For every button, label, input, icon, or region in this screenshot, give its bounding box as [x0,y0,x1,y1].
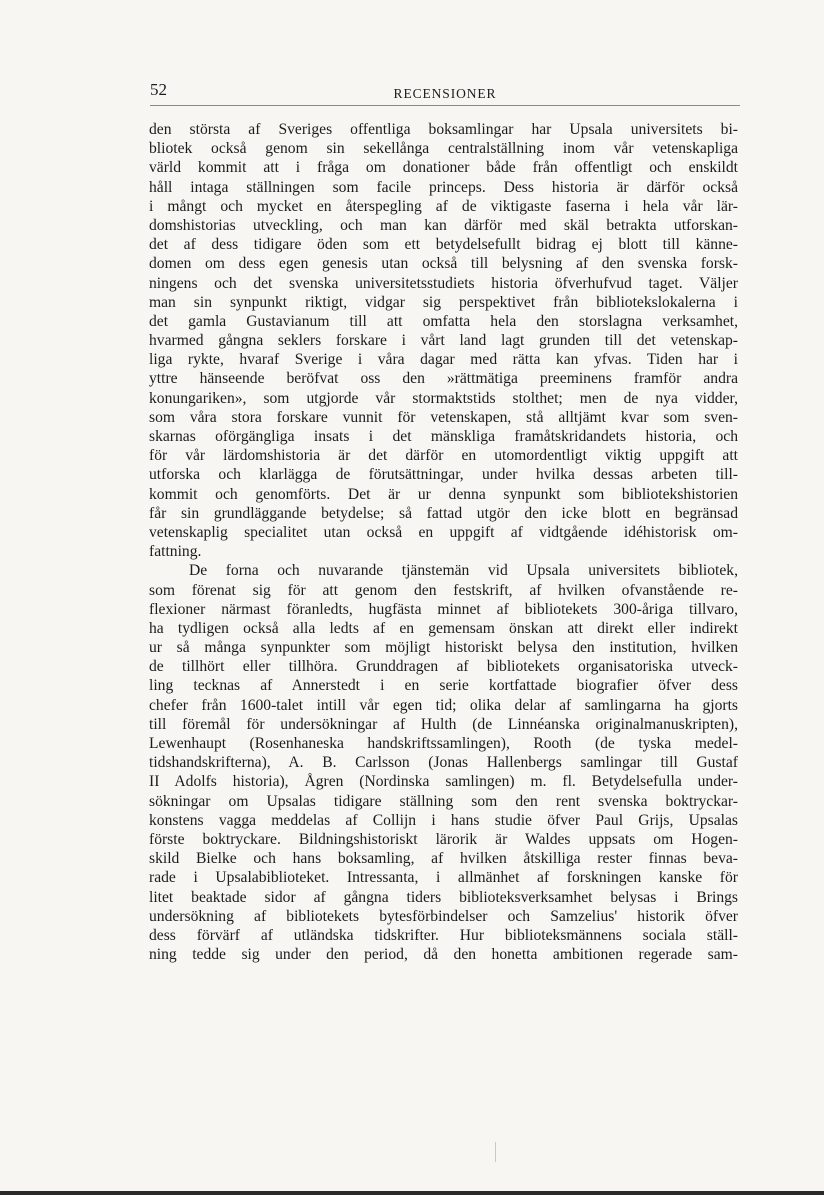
header-rule [150,105,740,106]
text-line: som våra stora forskare vunnit för vetenskapen, stå alltjämt kvar som sven- [149,408,738,426]
text-line: ningens och det svenska universitetsstudiets historia öfverhufvud taget. Väljer [149,274,738,292]
text-line: De forna och nuvarande tjänstemän vid Upsala universitets bibliotek, [189,562,738,580]
text-line: som förenat sig för att genom den festskrift, af hvilken ofvanstående re- [149,581,738,599]
text-line: till föremål för undersökningar af Hulth (de Linnéanska originalmanuskripten), [149,715,738,733]
text-line: håll intaga ställningen som facile princeps. Dess historia är därför också [149,178,738,196]
text-line: II Adolfs historia), Ågren (Nordinska samlingen) m. fl. Betydelsefulla under- [149,773,738,791]
text-line: litet beaktade sidor af gångna tiders biblioteksverksamhet belysas i Brings [149,888,738,906]
text-line: bliotek också genom sin sekellånga centralställning inom vår vetenskapliga [149,140,738,158]
text-line: det gamla Gustavianum till att omfatta hela den storslagna verksamhet, [149,312,738,330]
text-line: rade i Upsalabiblioteket. Intressanta, i allmänhet af forskningen kanske för [149,869,738,887]
text-line: chefer från 1600-talet intill vår egen tid; olika delar af samlingarna ha gjorts [149,696,738,714]
text-line: konungariken», som utgjorde vår stormaktstids stolthet; men de nya vidder, [149,389,738,407]
page-bottom-edge [0,1191,824,1195]
text-line: man sin synpunkt riktigt, vidgar sig perspektivet från bibliotekslokalerna i [149,293,738,311]
text-line: hvarmed gångna seklers forskare i vårt land lagt grunden till det vetenskap- [149,332,738,350]
text-line: Lewenhaupt (Rosenhaneska handskriftssamlingen), Rooth (de tyska medel- [149,735,738,752]
text-line: kommit och genomförts. Det är ur denna synpunkt som bibliotekshistorien [149,485,738,503]
text-line: i mångt och mycket en återspegling af de viktigaste faserna i hela vår lär- [149,197,738,215]
body-text [149,120,738,964]
text-line: flexioner närmast föranledts, hugfästa minnet af bibliotekets 300-åriga tillvaro, [149,600,738,618]
text-line: sökningar om Upsalas tidigare ställning som den rent svenska boktryckar- [149,792,738,810]
text-line: undersökning af bibliotekets bytesförbindelser och Samzelius' historik öfver [149,907,738,925]
page-number: 52 [150,80,167,99]
text-line: yttre hänseende beröfvat oss den »rättmätiga preeminens framför andra [149,370,738,388]
text-line: domshistorias utveckling, och man kan därför med skäl betrakta utforskan- [149,216,738,234]
text-line: förste boktryckare. Bildningshistoriskt lärorik är Waldes uppsats om Hogen- [149,830,738,848]
text-line: konstens vagga meddelas af Collijn i hans studie öfver Paul Grijs, Upsalas [149,811,738,829]
text-line: skarnas oförgängliga insats i det mänskliga framåtskridandets historia, och [149,428,738,445]
text-line: de tillhört eller tillhöra. Grunddragen af bibliotekets organisatoriska utveck- [149,658,738,676]
text-line: ha tydligen också alla ledts af en gemensam önskan att direkt eller indirekt [149,619,738,637]
text-line: fattning. [149,543,202,561]
text-line: ning tedde sig under den period, då den honetta ambitionen regerade sam- [149,946,738,964]
text-line: för vår lärdomshistoria är det därför en utomordentligt viktig uppgift att [149,447,738,465]
text-line: får sin grundläggande betydelse; så fattad utgör den icke blott en begränsad [149,504,738,522]
scan-mark [495,1142,496,1162]
running-head: RECENSIONER [393,86,497,101]
text-line: tidshandskrifterna), A. B. Carlsson (Jonas Hallenbergs samlingar till Gustaf [149,754,738,772]
text-line: utforska och klarlägga de förutsättningar, under hvilka dessas arbeten till- [149,466,738,484]
text-line: ling tecknas af Annerstedt i en serie kortfattade biografier öfver dess [149,677,738,695]
text-line: det af dess tidigare öden som ett betydelsefullt bidrag ej blott till känne- [149,236,738,254]
text-line: ur så många synpunkter som möjligt historiskt belysa den institution, hvilken [149,639,738,657]
text-line: värld kommit att i fråga om donationer både från offentligt och enskildt [149,159,738,177]
text-line: den största af Sveriges offentliga boksamlingar har Upsala universitets bi- [149,121,738,138]
text-line: domen om dess egen genesis utan också till belysning af den svenska forsk- [149,255,738,273]
text-line: vetenskaplig specialitet utan också en uppgift af vidtgående idéhistorisk om- [149,523,738,541]
text-line: dess förvärf af utländska tidskrifter. Hur biblioteksmännens sociala ställ- [149,926,738,944]
text-line: skild Bielke och hans boksamling, af hvilken åtskilliga rester finnas beva- [149,850,738,868]
text-line: liga rykte, hvaraf Sverige i våra dagar med rätta kan yfvas. Tiden har i [149,351,738,369]
